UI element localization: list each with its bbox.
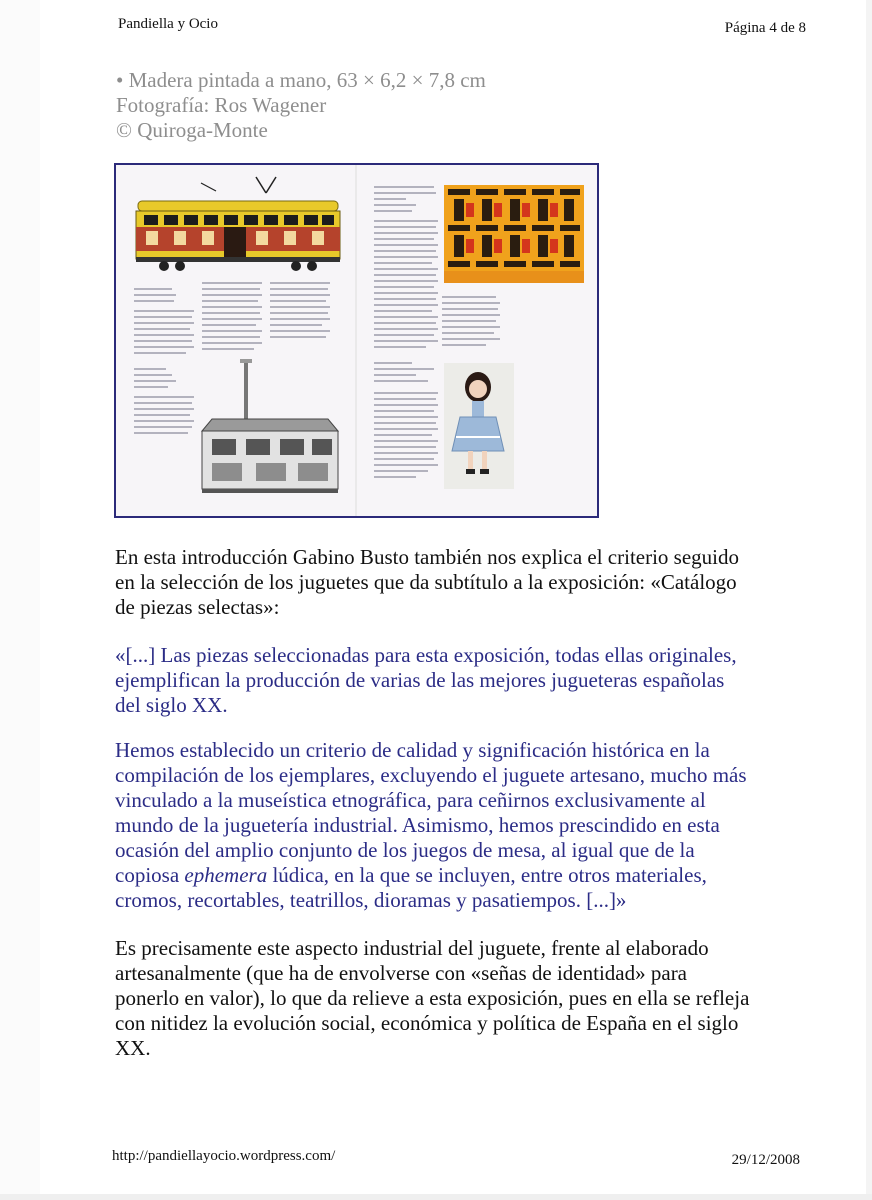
text-line: XX.	[115, 1036, 151, 1060]
page-left-margin	[0, 0, 40, 1200]
text-line: ejemplifican la producción de varias de las mejores jugueteras españolas	[115, 668, 725, 692]
image-caption	[116, 68, 486, 143]
text-line: vinculado a la museística etnográfica, para ceñirnos exclusivamente al	[115, 788, 706, 812]
text-line: del siglo XX.	[115, 693, 228, 717]
paragraph-conclusion	[115, 936, 749, 1061]
catalog-spread-image	[114, 163, 599, 518]
header-site-name: Pandiella y Ocio	[118, 16, 218, 32]
text-line: con nitidez la evolución social, económica y política de España en el siglo	[115, 1011, 739, 1035]
stove-toy-photo	[202, 359, 338, 493]
text-line: cromos, recortables, teatrillos, dioramas y pasatiempos. [...]»	[115, 888, 627, 912]
quote-paragraph-2	[115, 738, 747, 913]
text-line: Hemos establecido un criterio de calidad y significación histórica en la	[115, 738, 710, 762]
page-bottom-edge	[0, 1194, 872, 1200]
footer-date: 29/12/2008	[731, 1152, 800, 1168]
paragraph-introduction	[115, 545, 739, 620]
text-line: Es precisamente este aspecto industrial del juguete, frente al elaborado	[115, 936, 709, 960]
doll-toy-photo	[444, 363, 514, 489]
text-line: compilación de los ejemplares, excluyendo el juguete artesano, mucho más	[115, 763, 747, 787]
header-page-counter: Página 4 de 8	[724, 20, 806, 36]
caption-material: • Madera pintada a mano, 63 × 6,2 × 7,8 cm	[116, 68, 486, 92]
text-line: ponerlo en valor), lo que da relieve a esta exposición, pues en ella se refleja	[115, 986, 750, 1010]
caption-copyright: © Quiroga-Monte	[116, 118, 268, 142]
text-line: de piezas selectas»:	[115, 595, 280, 619]
footer-url-link[interactable]: http://pandiellayocio.wordpress.com/	[112, 1148, 336, 1164]
page-right-edge	[866, 0, 872, 1200]
caption-photographer: Fotografía: Ros Wagener	[116, 93, 327, 117]
printed-tin-sheet	[444, 185, 584, 283]
text-line: artesanalmente (que ha de envolverse con «señas de identidad» para	[115, 961, 688, 985]
quote-paragraph-1	[115, 643, 737, 718]
text-segment: copiosa	[115, 863, 185, 887]
text-line	[115, 863, 747, 888]
text-line: «[...] Las piezas seleccionadas para esta exposición, todas ellas originales,	[115, 643, 737, 667]
text-line: ocasión del amplio conjunto de los juegos de mesa, al igual que de la	[115, 838, 695, 862]
tram-toy-photo	[136, 177, 340, 271]
text-segment: lúdica, en la que se incluyen, entre otros materiales,	[267, 863, 707, 887]
text-line: mundo de la juguetería industrial. Asimismo, hemos prescindido en esta	[115, 813, 720, 837]
italic-term: ephemera	[184, 863, 268, 887]
text-line: En esta introducción Gabino Busto también nos explica el criterio seguido	[115, 545, 740, 569]
text-line: en la selección de los juguetes que da subtítulo a la exposición: «Catálogo	[115, 570, 737, 594]
